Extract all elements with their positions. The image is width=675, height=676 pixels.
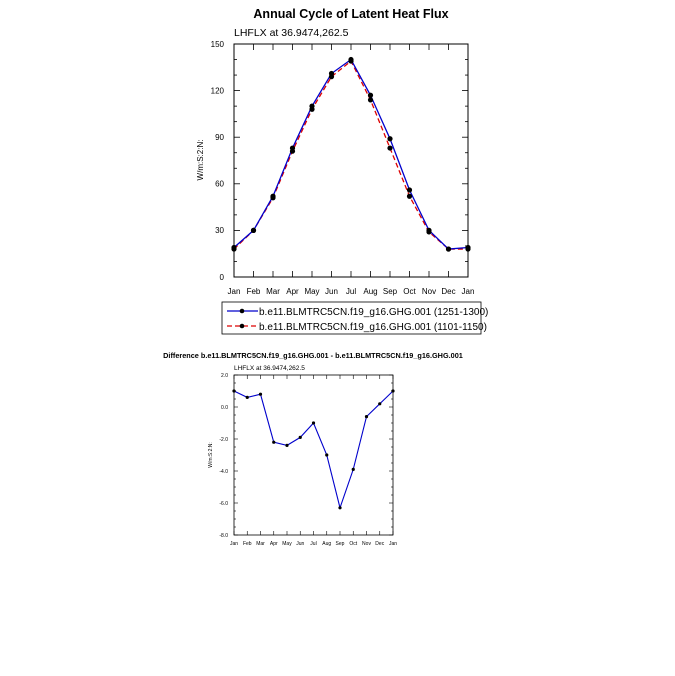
chart1-series-1-point bbox=[290, 145, 295, 150]
annual-cycle-chart bbox=[196, 7, 488, 334]
chart1-xtick-label: Sep bbox=[382, 287, 398, 296]
chart2-series-1-point bbox=[285, 444, 288, 447]
chart2-xtick-label: Apr bbox=[269, 541, 278, 547]
chart2-series-1-point bbox=[352, 468, 355, 471]
chart2-xtick-label: Oct bbox=[349, 541, 358, 547]
chart2-xtick-label: Dec bbox=[375, 541, 385, 547]
chart1-ytick-label: 0 bbox=[219, 272, 224, 282]
chart1-series-1-line bbox=[234, 60, 468, 250]
chart1-xtick-label: Jun bbox=[325, 287, 338, 296]
chart2-xtick-label: Jul bbox=[310, 541, 317, 547]
chart1-ytick-label: 90 bbox=[215, 133, 224, 142]
chart2-series-1-point bbox=[391, 389, 394, 392]
chart2-series-1-point bbox=[365, 415, 368, 418]
chart1-series-1-point bbox=[446, 246, 451, 251]
chart1-xtick-label: Apr bbox=[286, 287, 299, 296]
chart2-ytick-label: -2.0 bbox=[219, 436, 228, 443]
chart1-xtick-label: Aug bbox=[363, 287, 378, 296]
chart2-xtick-label: Aug bbox=[322, 541, 332, 547]
chart2-xtick-label: Jan bbox=[388, 541, 398, 547]
chart1-xtick-label: Dec bbox=[441, 287, 456, 296]
chart1-series-2-point bbox=[368, 97, 373, 102]
chart1-xtick-label: May bbox=[304, 287, 320, 296]
legend-label-series-1: b.e11.BLMTRC5CN.f19_g16.GHG.001 (1251-1300) bbox=[259, 307, 489, 318]
chart1-series-1-point bbox=[368, 93, 373, 98]
chart2-series-1-point bbox=[299, 436, 302, 439]
chart1-ytick-label: 120 bbox=[210, 86, 224, 96]
chart2-title: Difference b.e11.BLMTRC5CN.f19_g16.GHG.001 - b.e11.BLMTRC5CN.f19_g16.GHG.001 bbox=[163, 351, 463, 360]
chart1-xtick-label: Jan bbox=[227, 287, 241, 296]
chart1-series-2-point bbox=[387, 145, 392, 150]
chart2-ytick-label: 0.0 bbox=[221, 404, 228, 411]
chart2-series-1-line bbox=[234, 391, 393, 508]
chart1-series-1-point bbox=[348, 57, 353, 62]
chart1-xtick-label: Oct bbox=[403, 287, 416, 296]
legend-marker-series-2 bbox=[240, 324, 245, 329]
chart1-subtitle: LHFLX at 36.9474,262.5 bbox=[234, 27, 349, 39]
chart2-xtick-label: Mar bbox=[256, 541, 265, 547]
chart1-xtick-label: Jan bbox=[461, 287, 475, 296]
chart1-series-1-point bbox=[231, 245, 236, 250]
chart1-series-1-point bbox=[426, 228, 431, 233]
chart1-legend bbox=[222, 302, 488, 334]
chart2-xtick-label: Feb bbox=[242, 541, 252, 547]
chart2-series-1-point bbox=[378, 402, 381, 405]
chart2-plot-frame bbox=[234, 375, 393, 535]
difference-chart bbox=[163, 351, 463, 547]
legend-marker-series-1 bbox=[240, 309, 245, 314]
chart2-xtick-label: Nov bbox=[362, 541, 371, 547]
chart1-series-2-point bbox=[407, 194, 412, 199]
chart1-series-2-line bbox=[234, 61, 468, 249]
chart2-xtick-label: May bbox=[282, 541, 292, 547]
legend-label-series-2: b.e11.BLMTRC5CN.f19_g16.GHG.001 (1101-1150) bbox=[259, 322, 487, 333]
chart1-ylabel: W/m:S:2:N: bbox=[196, 139, 205, 181]
chart2-series-1-point bbox=[246, 396, 249, 399]
chart2-series-1-point bbox=[259, 393, 262, 396]
chart1-series-1-point bbox=[465, 245, 470, 250]
chart1-series-1-point bbox=[309, 104, 314, 109]
chart2-subtitle: LHFLX at 36.9474,262.5 bbox=[234, 365, 305, 372]
chart1-ytick-label: 60 bbox=[215, 179, 224, 189]
chart1-plot-frame bbox=[234, 44, 468, 277]
chart1-series-1-point bbox=[251, 228, 256, 233]
chart2-xtick-label: Jun bbox=[296, 541, 305, 547]
chart1-xtick-label: Nov bbox=[421, 287, 437, 296]
chart2-series-1-point bbox=[338, 506, 341, 509]
chart2-series-1-point bbox=[232, 389, 235, 392]
chart1-title: Annual Cycle of Latent Heat Flux bbox=[253, 7, 449, 21]
chart2-ytick-label: -4.0 bbox=[219, 468, 228, 475]
chart1-series-1-point bbox=[387, 136, 392, 141]
chart1-xtick-label: Jul bbox=[345, 287, 357, 296]
chart1-ytick-label: 30 bbox=[215, 226, 224, 236]
chart2-series-1-point bbox=[325, 453, 328, 456]
chart1-series-1-point bbox=[329, 71, 334, 76]
chart1-series-1-point bbox=[270, 194, 275, 199]
chart2-series-1-point bbox=[312, 421, 315, 424]
chart2-xtick-label: Sep bbox=[335, 541, 345, 547]
chart2-series-1-point bbox=[272, 441, 275, 444]
chart1-series-1-point bbox=[407, 187, 412, 192]
chart2-xtick-label: Jan bbox=[229, 541, 239, 547]
chart1-xtick-label: Mar bbox=[266, 287, 280, 296]
chart1-xtick-label: Feb bbox=[246, 287, 261, 296]
chart1-ytick-label: 150 bbox=[210, 39, 224, 49]
chart2-ytick-label: -8.0 bbox=[219, 532, 228, 539]
chart2-ylabel: W/m:S:2:N: bbox=[208, 442, 214, 468]
chart2-ytick-label: -6.0 bbox=[219, 500, 228, 507]
chart2-ytick-label: 2.0 bbox=[221, 372, 228, 379]
